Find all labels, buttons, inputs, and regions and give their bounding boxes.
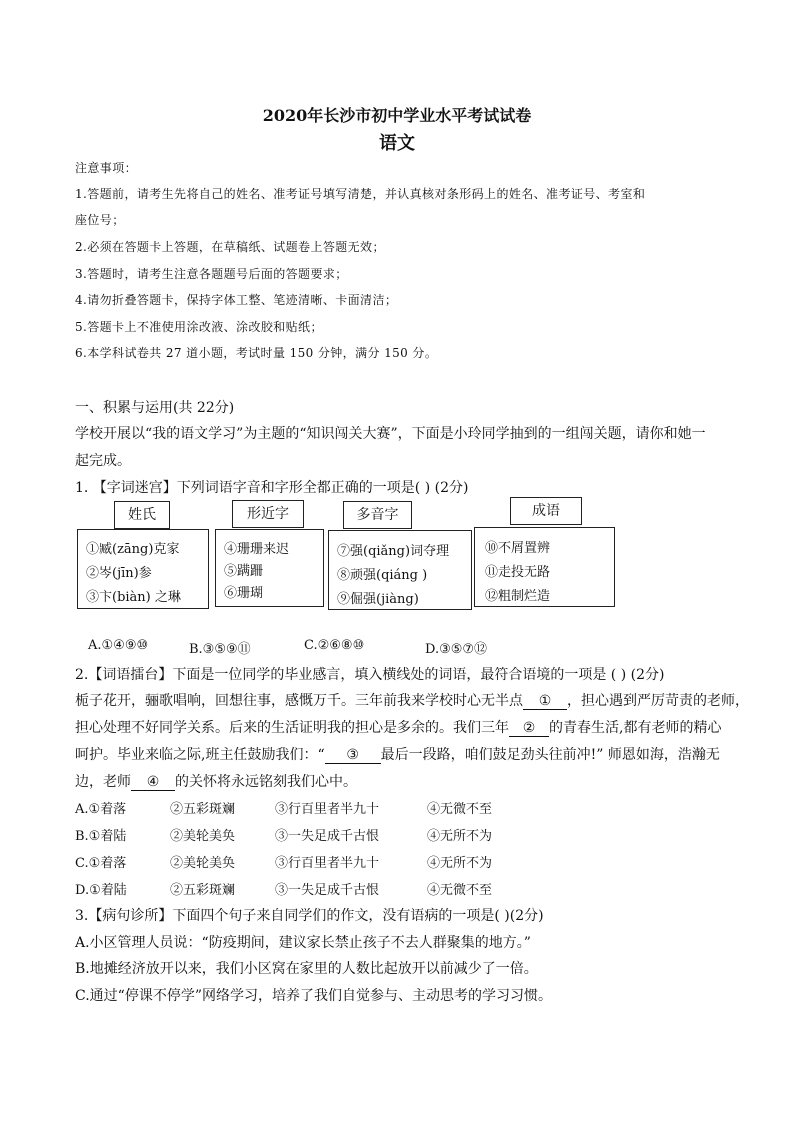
- passage-text: 的关怀将永远铭刻我们心中。: [175, 774, 357, 790]
- section-intro: 学校开展以“我的语文学习”为主题的“知识闯关大赛”，下面是小玲同学抽到的一组闯关题，请你和她一: [75, 426, 706, 442]
- box-item: ③卞(biàn) 之琳: [86, 590, 181, 605]
- passage-text: 最后一段路，咱们鼓足劲头往前冲!” 师恩如海，浩瀚无: [380, 747, 720, 763]
- q2-passage-line: [75, 744, 720, 764]
- section-intro: 起完成。: [75, 453, 131, 469]
- box-label-polyphone: 多音字: [343, 501, 412, 529]
- box-item: ⑨倔强(jiàng): [337, 592, 419, 607]
- question-1-stem: 1. 【字词迷宫】下列词语字音和字形全都正确的一项是( ) (2分): [75, 480, 469, 496]
- q2-option-b-1: B.①着陆: [75, 829, 127, 844]
- box-item: ⑥珊瑚: [224, 586, 264, 601]
- passage-text: 呵护。毕业来临之际,班主任鼓励我们：“: [75, 747, 325, 763]
- q1-option-b: B.③⑤⑨⑪: [189, 642, 251, 657]
- passage-text: 的青春生活,都有老师的精心: [549, 720, 722, 736]
- question-2-stem: 2.【词语擂台】下面是一位同学的毕业感言，填入横线处的词语，最符合语境的一项是 ( ) (2分): [75, 667, 665, 683]
- box-surname: [77, 529, 209, 609]
- q2-option-a-4: ④无微不至: [427, 802, 493, 817]
- note-item: 6.本学科试卷共 27 道小题，考试时量 150 分钟，满分 150 分。: [75, 346, 438, 360]
- q2-passage-line: [75, 690, 749, 710]
- box-label-similar-chars: 形近字: [232, 500, 304, 528]
- passage-text: ，担心遇到严厉苛责的老师，: [567, 693, 749, 709]
- box-item: ⑪走投无路: [485, 565, 551, 580]
- box-item: ⑩不屑置辨: [485, 541, 551, 556]
- blank-3: ③: [325, 747, 381, 764]
- q2-passage-line: [75, 771, 357, 791]
- blank-4: ④: [131, 774, 175, 791]
- notes-heading: 注意事项：: [75, 161, 138, 175]
- exam-title: 2020年长沙市初中学业水平考试试卷: [262, 106, 532, 125]
- q1-option-a: A.①④⑨⑩: [88, 638, 149, 653]
- q2-option-d-2: ②五彩斑斓: [170, 883, 236, 898]
- section-heading: 一、积累与运用(共 22分): [75, 400, 235, 416]
- box-item: ②岑(jīn)参: [86, 566, 152, 581]
- box-label-idiom: 成语: [510, 497, 582, 525]
- box-item: ⑦强(qiǎng)词夺理: [337, 544, 450, 559]
- q2-option-c-3: ③行百里者半九十: [275, 856, 380, 871]
- q2-passage-line: [75, 717, 721, 737]
- passage-text: 担心处理不好同学关系。后来的生活证明我的担心是多余的。我们三年: [75, 720, 509, 736]
- q2-option-a-3: ③行百里者半九十: [275, 802, 380, 817]
- blank-2: ②: [509, 720, 549, 737]
- blank-1: ①: [523, 693, 567, 710]
- box-label-surname: 姓氏: [114, 501, 170, 529]
- box-item: ⑧顽强(qiáng ): [337, 568, 428, 583]
- box-item: ①臧(zāng)克家: [86, 542, 180, 557]
- q2-option-d-1: D.①着陆: [75, 883, 127, 898]
- box-polyphone: [328, 530, 472, 610]
- note-item: 3.答题时，请考生注意各题题号后面的答题要求；: [75, 267, 348, 281]
- q2-option-a-2: ②五彩斑斓: [170, 802, 236, 817]
- q2-option-c-1: C.①着落: [75, 856, 127, 871]
- box-idiom: [474, 527, 615, 607]
- q3-option-c: C.通过“停课不停学”网络学习，培养了我们自觉参与、主动思考的学习习惯。: [75, 988, 552, 1004]
- question-3-stem: 3.【病句诊所】下面四个句子来自同学们的作文，没有语病的一项是( )(2分): [75, 908, 544, 924]
- passage-text: 栀子花开，骊歌唱响，回想往事，感慨万千。三年前我来学校时心无半点: [75, 693, 523, 709]
- box-similar-chars: [215, 529, 324, 607]
- q1-option-c: C.②⑥⑧⑩: [304, 638, 365, 653]
- box-item: ④珊珊来迟: [224, 542, 290, 557]
- q2-option-b-2: ②美轮美奂: [170, 829, 236, 844]
- note-item: 5.答题卡上不准使用涂改液、涂改胶和贴纸；: [75, 320, 323, 334]
- q2-option-d-4: ④无微不至: [427, 883, 493, 898]
- q3-option-a: A.小区管理人员说：“防疫期间，建议家长禁止孩子不去人群聚集的地方。”: [75, 935, 531, 951]
- q3-option-b: B.地摊经济放开以来，我们小区窝在家里的人数比起放开以前减少了一倍。: [75, 961, 538, 977]
- passage-text: 边，老师: [75, 774, 131, 790]
- q2-option-c-2: ②美轮美奂: [170, 856, 236, 871]
- note-item: 2.必须在答题卡上答题，在草稿纸、试题卷上答题无效；: [75, 240, 385, 254]
- q2-option-d-3: ③一失足成千古恨: [275, 883, 380, 898]
- box-item: ⑫粗制烂造: [485, 589, 551, 604]
- box-item: ⑤蹒跚: [224, 564, 264, 579]
- q2-option-b-3: ③一失足成千古恨: [275, 829, 380, 844]
- q2-option-b-4: ④无所不为: [427, 829, 493, 844]
- q1-option-d: D.③⑤⑦⑫: [425, 642, 488, 657]
- exam-subject: 语文: [379, 133, 415, 154]
- q2-option-c-4: ④无所不为: [427, 856, 493, 871]
- note-item: 1.答题前，请考生先将自己的姓名、准考证号填写清楚，并认真核对条形码上的姓名、准考证号、考室和: [75, 187, 646, 201]
- q2-option-a-1: A.①着落: [75, 802, 127, 817]
- note-item: 座位号；: [75, 213, 125, 227]
- note-item: 4.请勿折叠答题卡，保持字体工整、笔迹清晰、卡面清洁；: [75, 293, 398, 307]
